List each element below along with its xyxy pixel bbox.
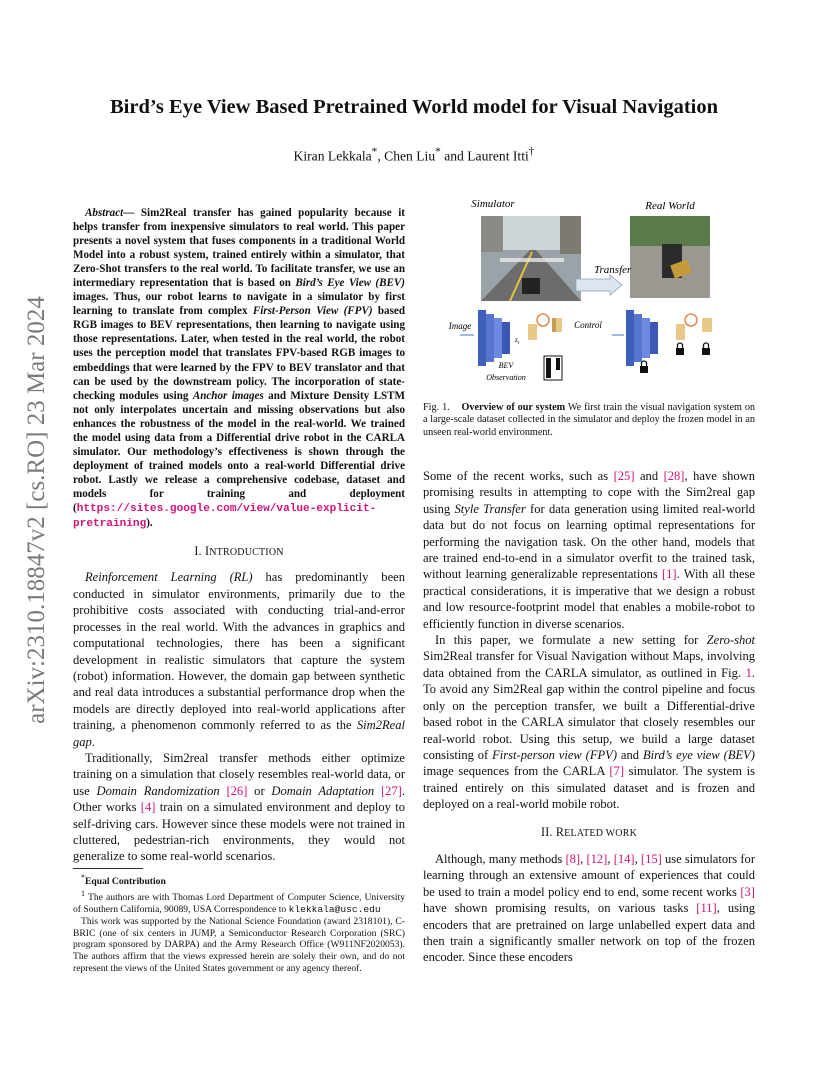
citation-link[interactable]: [8] bbox=[565, 851, 581, 866]
body-text: have shown promising results, on various tasks bbox=[423, 901, 697, 916]
overview-figure bbox=[440, 192, 740, 392]
citation-link[interactable]: [28] bbox=[663, 469, 685, 483]
body-text: has predominantly been conducted in simulator environments, primarily due to the prohibitive costs associated with conducting trial-and-error processes in the real world. With the advances in graphics and computational technologies, there has been a significant development in realistic simulators that capture the system (robot) information. However, the domain gap between synthetic and real data introduces a substantial performance drop when the models are directly deployed into real-world applications after training, a phenomenon commonly referred to as the bbox=[73, 570, 405, 733]
real-world-image bbox=[630, 216, 710, 298]
figure-graphic bbox=[440, 192, 740, 392]
footnote-mark: * bbox=[81, 873, 85, 882]
section-heading-introduction bbox=[73, 543, 405, 561]
affiliation-mark: † bbox=[528, 146, 535, 158]
author-name: Kiran Lekkala bbox=[293, 148, 372, 164]
citation-link[interactable]: [26] bbox=[226, 783, 248, 798]
section-title-initial: I bbox=[205, 544, 210, 559]
author-name: Chen Liu bbox=[384, 148, 436, 164]
body-text: and bbox=[634, 469, 664, 483]
deployed-diagram bbox=[612, 310, 712, 373]
body-text: . bbox=[91, 734, 95, 749]
abstract-emph: First-Person View (FPV) bbox=[252, 305, 373, 318]
author-separator: , bbox=[377, 148, 385, 164]
citation-link[interactable]: [27] bbox=[380, 783, 402, 798]
footnote-equal bbox=[73, 872, 405, 888]
body-text: . With all these practical considerations, it is imperative that we design a robust and low resource-footprint model that enables a mobile-robot to efficiently function in diverse scenarios. bbox=[423, 567, 755, 631]
citation-link[interactable]: [4] bbox=[140, 800, 156, 815]
emph-text: First-person view (FPV) bbox=[492, 747, 618, 762]
body-text: and bbox=[617, 747, 643, 762]
simulator-image bbox=[481, 216, 581, 301]
emph-text: Domain Adaptation bbox=[271, 783, 375, 798]
section-heading-related-work bbox=[423, 824, 755, 842]
abstract-text: Sim2Real transfer has gained popularity because it helps transfer from inexpensive simulators to real world. This paper presents a novel system that fuses components in a traditional World Model into a robust system, trained entirely within a simulator, that Zero-Shot transfers to the real world. To facilitate transfer, we use an intermediary representation that is based on bbox=[73, 207, 405, 290]
encoder-diagram bbox=[448, 310, 603, 382]
image-label: Image bbox=[448, 321, 472, 331]
abstract bbox=[73, 206, 405, 531]
footnote-mark: 1 bbox=[81, 888, 85, 898]
body-text: . To avoid any Sim2Real gap within the control pipeline and focus only on the perception transfer, we built a Differential-drive based robot in the CARLA simulator that closely resembles our real-world robot. Using this setup, we build a large dataset consisting of bbox=[423, 665, 755, 762]
right-paragraph-2 bbox=[423, 632, 755, 812]
intro-paragraph-2 bbox=[73, 750, 405, 865]
citation-link[interactable]: [7] bbox=[609, 764, 625, 779]
body-text: for data generation using limited real-world data but do not focus on learning optimal representations for performing the navigation task. On the other hand, models that are trained end-to-end in a simulator overfit to the trained task, without learning generalizable representations bbox=[423, 501, 756, 582]
abstract-emph: Bird’s Eye View (BEV) bbox=[295, 277, 405, 290]
section-title-initial: R bbox=[555, 824, 565, 839]
control-label: Control bbox=[574, 320, 602, 330]
section-number: I. bbox=[194, 544, 206, 559]
equal-mark: * bbox=[435, 146, 441, 158]
caption-bold: Overview of our system bbox=[461, 402, 566, 413]
emph-text: Reinforcement Learning (RL) bbox=[85, 570, 253, 585]
citation-link[interactable]: [12] bbox=[586, 851, 608, 866]
separator: , bbox=[634, 851, 641, 866]
body-text: use simulators for learning through an extensive amount of experiences that could be used to train a model policy end to end, some recent works bbox=[423, 851, 756, 899]
separator: , bbox=[580, 851, 587, 866]
project-link[interactable]: https://sites.google.com/view/value-explicit-pretraining bbox=[73, 502, 377, 531]
body-text: Sim2Real transfer for Visual Navigation without Maps, involving data obtained from the CARLA simulator, as outlined in Fig. bbox=[423, 649, 755, 680]
observation-label: Observation bbox=[486, 373, 526, 382]
right-paragraph-1 bbox=[423, 468, 755, 632]
footnotes bbox=[73, 868, 405, 975]
abstract-emph: Anchor images bbox=[192, 389, 264, 402]
abstract-dash: — bbox=[123, 207, 141, 219]
body-text: train on a simulated environment and deploy to self-driving cars. However since these models were not trained in cluttered, pedestrian-rich environments, they would not generalize to some real-world scenarios. bbox=[73, 800, 405, 864]
footnote-rule bbox=[73, 868, 143, 869]
latent-label: $z_t$ bbox=[515, 336, 520, 346]
author-name: Laurent Itti bbox=[467, 148, 529, 164]
arxiv-identifier: arXiv:2310.18847v2 [cs.RO] 23 Mar 2024 bbox=[23, 296, 50, 724]
transfer-arrow bbox=[576, 264, 632, 295]
body-text: or bbox=[247, 783, 272, 798]
body-text: Some of the recent works, such as bbox=[423, 469, 614, 483]
arxiv-sidebar bbox=[12, 250, 62, 770]
right-column bbox=[423, 468, 755, 966]
intro-paragraph-1 bbox=[73, 569, 405, 749]
right-paragraph-3 bbox=[423, 851, 755, 966]
body-text: image sequences from the CARLA bbox=[423, 764, 610, 779]
abstract-label: Abstract bbox=[85, 207, 124, 219]
simulator-label: Simulator bbox=[471, 198, 515, 210]
abstract-text: and Mixture Density LSTM not only interpolates uncertain and missing observations but also enhances the robustness of the model in the real-world. We trained the model using data from a Differential drive robot in the CARLA simulator. Our methodology’s effectiveness is shown through the deployment of trained models onto a real-world Differential drive robot. Lastly we release a comprehensive codebase, dataset and models for training and deployment ( bbox=[73, 389, 406, 514]
citation-link[interactable]: [1] bbox=[661, 567, 677, 582]
footnote-equal-text: Equal Contribution bbox=[85, 876, 166, 888]
body-text: , using encoders that are pretrained on large unlabelled expert data and then train a significantly smaller network on top of the frozen encoder. Since these encoders bbox=[423, 901, 756, 965]
separator: , bbox=[607, 851, 614, 866]
body-text: Traditionally, Sim2real transfer methods either optimize training on a simulation that closely resembles real-world data, or use bbox=[73, 750, 405, 798]
caption-label: Fig. 1. bbox=[423, 402, 450, 413]
caption-text: We first train the visual navigation system on a large-scale dataset collected in the simulator and deploy the frozen model in an unseen real-world environment. bbox=[423, 402, 756, 438]
real-world-label: Real World bbox=[645, 200, 695, 212]
citation-link[interactable]: [15] bbox=[640, 851, 662, 866]
abstract-text: images. Thus, our robot learns to navigate in a simulator by first learning to translate from complex bbox=[73, 291, 405, 318]
transfer-label: Transfer bbox=[594, 264, 632, 276]
section-title-rest: NTRODUCTION bbox=[209, 547, 284, 559]
footnote-text: The authors are with Thomas Lord Department of Computer Science, University of Southern California, 90089, USA Correspondence to bbox=[73, 892, 405, 915]
emph-text: Zero-shot bbox=[706, 633, 755, 648]
equal-mark: * bbox=[371, 146, 378, 158]
figure-caption bbox=[423, 402, 755, 439]
author-separator: and bbox=[440, 148, 468, 164]
body-text: Although, many methods bbox=[435, 851, 566, 866]
section-title-rest: WORK bbox=[605, 827, 638, 839]
abstract-text: based RGB images to BEV representations, then learning to navigate using those representations. Later, when tested in the real world, the robot uses the perception model that translates FPV-based RGB images to embeddings that were learned by the FPV to BEV translator and that can be used by the downstream policy. The incorporation of state-checking modules using bbox=[73, 305, 405, 402]
body-text: . Other works bbox=[73, 783, 405, 815]
paper-title: Bird’s Eye View Based Pretrained World model for Visual Navigation bbox=[110, 96, 718, 118]
author-list bbox=[0, 146, 828, 165]
citation-link[interactable]: [3] bbox=[740, 884, 755, 899]
footnote-text: This work was supported by the National Science Foundation (award 2318101), C-BRIC (one of six centers in JUMP, a Semiconductor Research Corporation (SRC) program sponsored by DARPA) and the Army Research Office (W911NF2020053). The authors affirm that the views expressed herein are solely their own, and do not represent the views of the United States government or any agency thereof. bbox=[73, 915, 405, 974]
body-text: In this paper, we formulate a new setting for bbox=[435, 633, 707, 648]
section-number: II. bbox=[540, 824, 556, 839]
body-text: , have shown promising results in attempting to cope with the Sim2real gap using bbox=[423, 469, 756, 516]
emph-text: Bird’s eye view (BEV) bbox=[642, 747, 755, 762]
email-link[interactable]: klekkala@usc.edu bbox=[288, 903, 381, 915]
left-column bbox=[73, 206, 405, 865]
footnote-affiliation bbox=[73, 888, 405, 916]
citation-link[interactable]: [14] bbox=[613, 851, 635, 866]
figure-reference[interactable]: 1 bbox=[745, 665, 752, 680]
emph-text: Style Transfer bbox=[454, 501, 526, 516]
body-text: simulator. The system is trained entirely on this simulated dataset and is frozen and deployed on a real-world mobile robot. bbox=[423, 764, 755, 812]
citation-link[interactable]: [25] bbox=[613, 469, 635, 483]
bev-label: BEV bbox=[498, 361, 514, 370]
section-title-rest: ELATED bbox=[564, 827, 606, 839]
emph-text: Domain Randomization bbox=[96, 783, 220, 798]
citation-link[interactable]: [11] bbox=[696, 901, 717, 916]
emph-text: Sim2Real gap bbox=[73, 718, 405, 749]
footnote-funding bbox=[73, 916, 405, 975]
abstract-text: ). bbox=[146, 517, 153, 530]
